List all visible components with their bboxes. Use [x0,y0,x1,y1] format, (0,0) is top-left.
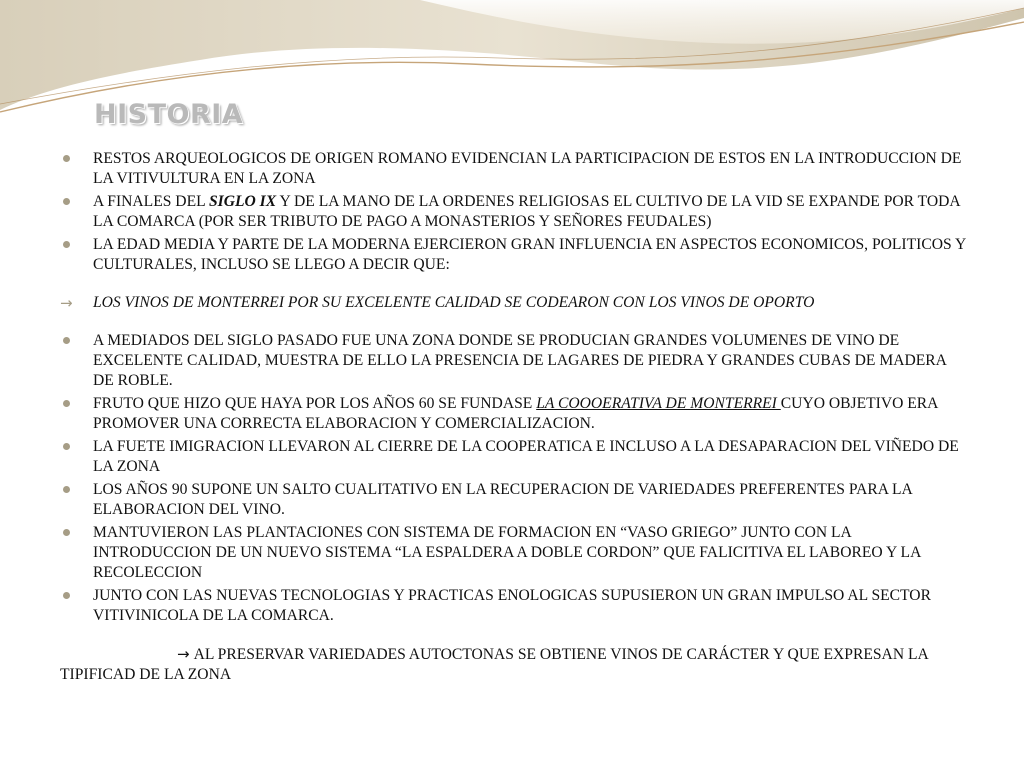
bullet-item [60,586,970,626]
bullet-text: LA EDAD MEDIA Y PARTE DE LA MODERNA EJERCIERON GRAN INFLUENCIA EN ASPECTOS ECONOMICOS, POLITICOS Y CULTURALES, INCLUSO SE LLEGO A DECIR QUE: [93,236,966,273]
bullet-text: CUYO OBJETIVO ERA PROMOVER UNA CORRECTA ELABORACION Y COMERCIALIZACION. [93,395,938,432]
bullet-text: RESTOS ARQUEOLOGICOS DE ORIGEN ROMANO EVIDENCIAN LA PARTICIPACION DE ESTOS EN LA INTRODUCCION DE LA VITIVULTURA EN LA ZONA [93,150,962,187]
cooperative-link[interactable]: LA COOOERATIVA DE MONTERREI [536,395,781,412]
bullet-dot-icon [63,592,70,599]
bullet-text: A FINALES DEL [93,193,209,210]
arrow-right-icon: → [60,294,73,312]
emphasis-text: SIGLO IX [208,193,277,210]
arrow-item [60,293,970,313]
bullet-item [60,437,970,477]
bullet-item [60,192,970,232]
bullet-dot-icon [63,198,70,205]
bullet-dot-icon [63,400,70,407]
bullet-text: LA FUETE IMIGRACION LLEVARON AL CIERRE DE LA COOPERATICA E INCLUSO A LA DESAPARACION DEL VIÑEDO DE LA ZONA [93,438,959,475]
bullet-text: JUNTO CON LAS NUEVAS TECNOLOGIAS Y PRACTICAS ENOLOGICAS SUPUSIERON UN GRAN IMPULSO AL SECTOR VITIVINICOLA DE LA COMARCA. [93,587,931,624]
bullet-dot-icon [63,443,70,450]
slide-content [60,149,970,685]
bullet-item [60,235,970,275]
bullet-item [60,394,970,434]
bullet-dot-icon [63,241,70,248]
bullet-text: FRUTO QUE HIZO QUE HAYA POR LOS AÑOS 60 SE FUNDASE [93,395,537,412]
bullet-item [60,480,970,520]
closing-text: AL PRESERVAR VARIEDADES AUTOCTONAS SE OBTIENE VINOS DE CARÁCTER Y QUE EXPRESAN LA TIPIFICAD DE LA ZONA [60,646,928,683]
bullet-item [60,523,970,583]
slide-title: HISTORIA [94,99,244,130]
bullet-item [60,149,970,189]
bullet-text: LOS AÑOS 90 SUPONE UN SALTO CUALITATIVO EN LA RECUPERACION DE VARIEDADES PREFERENTES PARA LA ELABORACION DEL VINO. [93,481,912,518]
bullet-item [60,331,970,391]
bullet-text: A MEDIADOS DEL SIGLO PASADO FUE UNA ZONA DONDE SE PRODUCIAN GRANDES VOLUMENES DE VINO DE EXCELENTE CALIDAD, MUESTRA DE ELLO LA PRESENCIA DE LAGARES DE PIEDRA Y GRANDES CUBAS DE MADERA DE ROBLE. [93,332,947,389]
bullet-text: MANTUVIERON LAS PLANTACIONES CON SISTEMA DE FORMACION EN “VASO GRIEGO” JUNTO CON LA INTRODUCCION DE UN NUEVO SISTEMA “LA ESPALDERA A DOBLE CORDON” QUE FALICITIVA EL LABOREO Y LA RECOLECCION [93,524,921,581]
quote-text: LOS VINOS DE MONTERREI POR SU EXCELENTE CALIDAD SE CODEARON CON LOS VINOS DE OPORTO [93,294,815,311]
bullet-dot-icon [63,529,70,536]
arrow-right-icon: → [177,645,190,663]
closing-statement [60,644,970,685]
bullet-dot-icon [63,155,70,162]
bullet-dot-icon [63,337,70,344]
bullet-text: Y DE LA MANO DE LA ORDENES RELIGIOSAS EL CULTIVO DE LA VID SE EXPANDE POR TODA LA COMARCA (POR SER TRIBUTO DE PAGO A MONASTERIOS Y SEÑORES FEUDALES) [93,193,960,230]
bullet-dot-icon [63,486,70,493]
